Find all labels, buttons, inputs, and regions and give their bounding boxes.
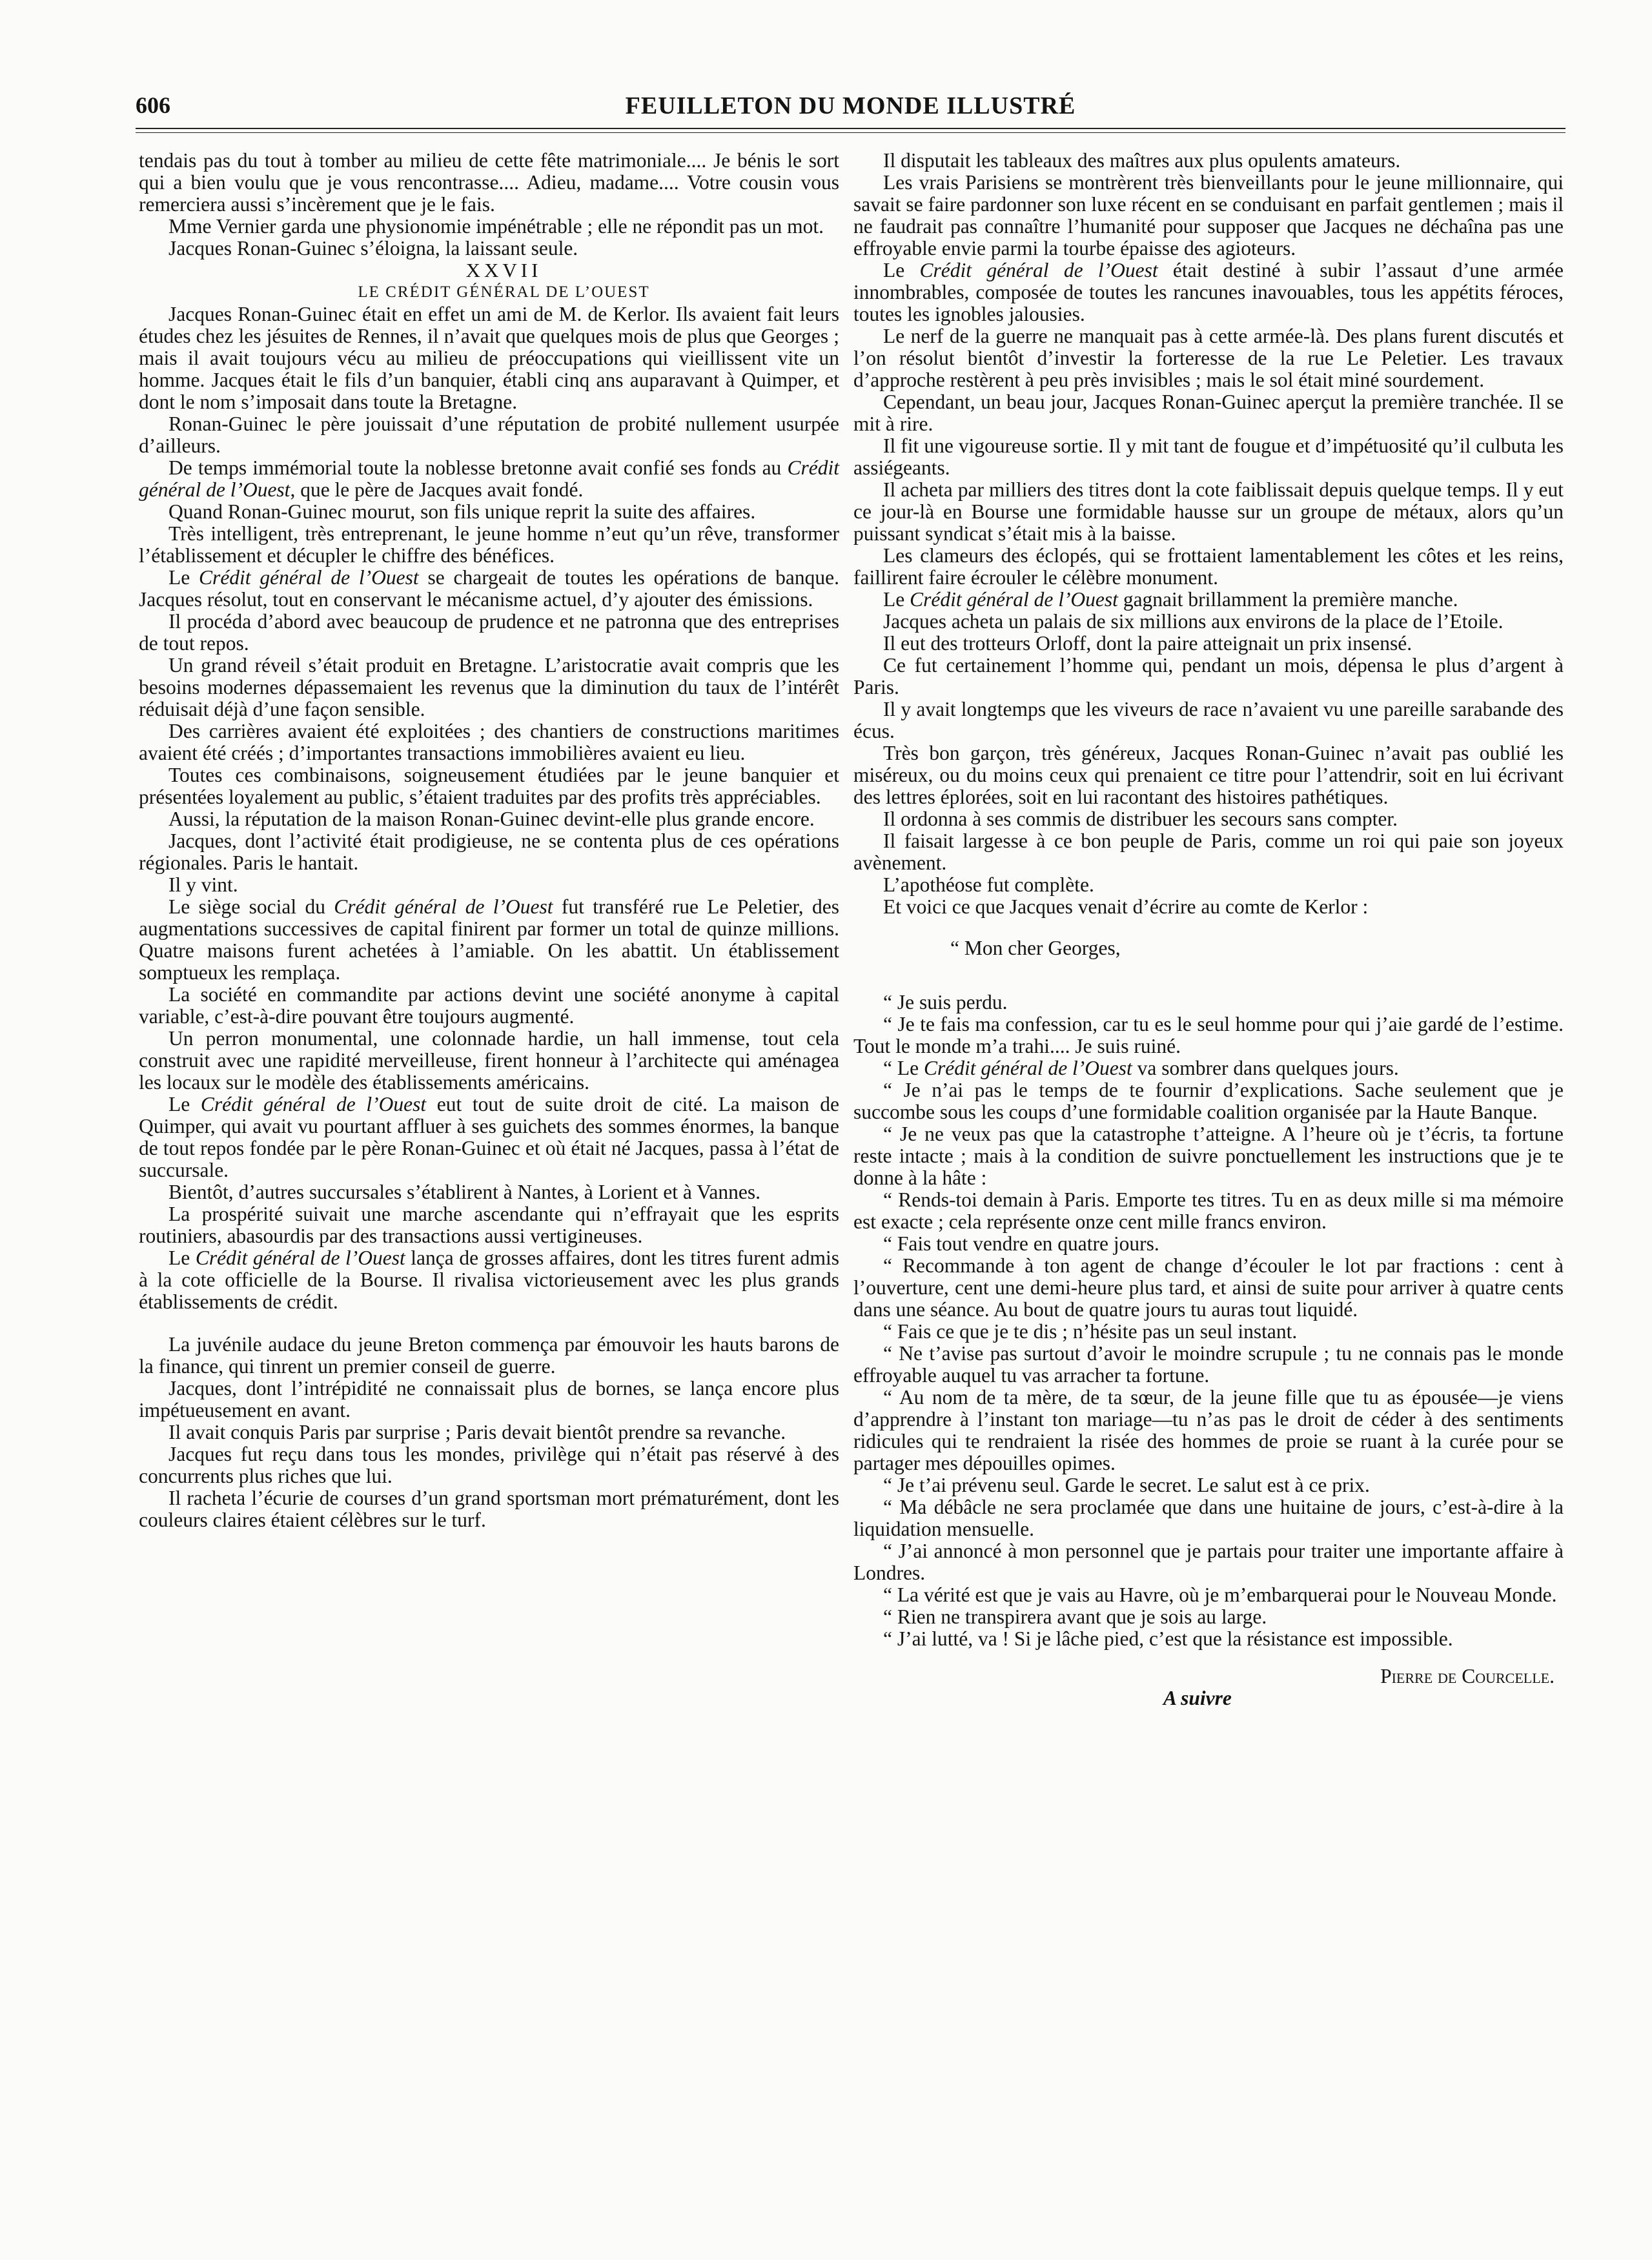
paragraph: Le Crédit général de l’Ouest eut tout de suite droit de cité. La maison de Quimper, qui avait vu pourtant affluer à ses guichets des sommes énormes, la banque de tout repos fondée par le père Ronan-Guinec et où était né Jacques, passa à l’état de succursale. (139, 1093, 839, 1181)
paragraph: Il racheta l’écurie de courses d’un grand sportsman mort prématurément, dont les couleurs claires étaient célèbres sur le turf. (139, 1487, 839, 1531)
paragraph: Jacques, dont l’activité était prodigieuse, ne se contenta plus de ces opérations régionales. Paris le hantait. (139, 830, 839, 874)
paragraph: Il fit une vigoureuse sortie. Il y mit tant de fougue et d’impétuosité qu’il culbuta les assiégeants. (853, 434, 1564, 479)
chapter-title: LE CRÉDIT GÉNÉRAL DE L’OUEST (358, 283, 650, 301)
chapter-number: XXVII (465, 259, 542, 281)
letter-paragraph: “ Je t’ai prévenu seul. Garde le secret. Le salut est à ce prix. (883, 1474, 1370, 1496)
paragraph: Il avait conquis Paris par surprise ; Paris devait bientôt prendre sa revanche. (168, 1421, 786, 1443)
paragraph: Bientôt, d’autres succursales s’établirent à Nantes, à Lorient et à Vannes. (168, 1181, 760, 1203)
paragraph: Il y vint. (168, 873, 238, 896)
paragraph: Le Crédit général de l’Ouest se chargeait de toutes les opérations de banque. Jacques résolut, tout en conservant le mécanisme actuel, d’y ajouter des émissions. (139, 566, 839, 611)
paragraph: L’apothéose fut complète. (883, 873, 1094, 896)
page-header (136, 92, 1565, 130)
paragraph: Très bon garçon, très généreux, Jacques Ronan-Guinec n’avait pas oublié les miséreux, ou du moins ceux qui prenaient ce titre pour l’attendrir, soit en lui écrivant des lettres éplorées, soit en lui racontant des histoires pathétiques. (853, 742, 1564, 808)
letter-paragraph: “ Ma débâcle ne sera proclamée que dans une huitaine de jours, c’est-à-dire à la liquidation mensuelle. (853, 1496, 1564, 1540)
paragraph: Jacques Ronan-Guinec était en effet un ami de M. de Kerlor. Ils avaient fait leurs études chez les jésuites de Rennes, il n’avait que quelques mois de plus que Georges ; mais il avait toujours vécu au milieu de préoccupations qui vieillissent vite un homme. Jacques était le fils d’un banquier, établi cinq ans auparavant à Quimper, et dont le nom s’imposait dans toute la Bretagne. (139, 303, 839, 413)
paragraph: Il eut des trotteurs Orloff, dont la paire atteignait un prix insensé. (883, 632, 1412, 655)
paragraph: Et voici ce que Jacques venait d’écrire au comte de Kerlor : (883, 895, 1369, 918)
paragraph: Ronan-Guinec le père jouissait d’une réputation de probité nullement usurpée d’ailleurs. (139, 412, 839, 457)
letter-paragraph: “ Je suis perdu. (883, 991, 1008, 1013)
paragraph: Toutes ces combinaisons, soigneusement étudiées par le jeune banquier et présentées loyalement au public, s’étaient traduites par des profits très appréciables. (139, 764, 839, 808)
letter-paragraph: “ Je n’ai pas le temps de te fournir d’explications. Sache seulement que je succombe sous les coups d’une formidable coalition organisée par la Haute Banque. (853, 1079, 1564, 1123)
paragraph: Un perron monumental, une colonnade hardie, un hall immense, tout cela construit avec une rapidité merveilleuse, firent honneur à l’architecte qui aménagea les locaux sur le modèle des établissements américains. (139, 1027, 839, 1094)
header-rule-thin (136, 132, 1565, 133)
paragraph: Le siège social du Crédit général de l’Ouest fut transféré rue Le Peletier, des augmentations successives de capital finirent par former un total de quinze millions. Quatre maisons furent achetées à l’amiable. On les abattit. Un établissement somptueux les remplaça. (139, 895, 839, 984)
paragraph: De temps immémorial toute la noblesse bretonne avait confié ses fonds au Crédit général de l’Ouest, que le père de Jacques avait fondé. (139, 456, 839, 501)
letter-paragraph: “ J’ai annoncé à mon personnel que je partais pour traiter une importante affaire à Londres. (853, 1540, 1564, 1584)
letter-paragraph: “ Je te fais ma confession, car tu es le seul homme pour qui j’aie gardé de l’estime. Tout le monde m’a trahi.... Je suis ruiné. (853, 1013, 1564, 1057)
paragraph: Le Crédit général de l’Ouest était destiné à subir l’assaut d’une armée innombrables, composée de toutes les rancunes inavouables, tous les appétits féroces, toutes les ignobles jalousies. (853, 259, 1564, 325)
paragraph: Des carrières avaient été exploitées ; des chantiers de constructions maritimes avaient été créés ; d’importantes transactions immobilières avaient eu lieu. (139, 720, 839, 764)
paragraph: Très intelligent, très entreprenant, le jeune homme n’eut qu’un rêve, transformer l’établissement et décupler le chiffre des bénéfices. (139, 522, 839, 567)
right-column (853, 150, 1564, 1709)
letter-paragraph: “ Le Crédit général de l’Ouest va sombrer dans quelques jours. (883, 1057, 1399, 1079)
paragraph: La prospérité suivait une marche ascendante qui n’effrayait que les esprits routiniers, abasourdis par des transactions aussi vertigineuses. (139, 1203, 839, 1247)
letter-paragraph: “ Rien ne transpirera avant que je sois au large. (883, 1605, 1267, 1628)
paragraph: Cependant, un beau jour, Jacques Ronan-Guinec aperçut la première tranchée. Il se mit à rire. (853, 391, 1564, 435)
letter-paragraph: “ J’ai lutté, va ! Si je lâche pied, c’est que la résistance est impossible. (883, 1627, 1453, 1650)
left-column (139, 150, 839, 1531)
header-rule (136, 128, 1565, 129)
paragraph: Il faisait largesse à ce bon peuple de Paris, comme un roi qui paie son joyeux avènement. (853, 830, 1564, 874)
paragraph: Jacques fut reçu dans tous les mondes, privilège qui n’était pas réservé à des concurrents plus riches que lui. (139, 1443, 839, 1487)
paragraph: Ce fut certainement l’homme qui, pendant un mois, dépensa le plus d’argent à Paris. (853, 654, 1564, 698)
paragraph: Il acheta par milliers des titres dont la cote faiblissait depuis quelque temps. Il y eut ce jour-là en Bourse une formidable hausse sur un groupe de métaux, alors qu’un puissant syndicat s’était mis à la baisse. (853, 478, 1564, 545)
paragraph: Aussi, la réputation de la maison Ronan-Guinec devint-elle plus grande encore. (168, 808, 815, 830)
paragraph: Le Crédit général de l’Ouest lança de grosses affaires, dont les titres furent admis à la cote officielle de la Bourse. Il rivalisa victorieusement avec les plus grands établissements de crédit. (139, 1247, 839, 1313)
paragraph: La juvénile audace du jeune Breton commença par émouvoir les hauts barons de la finance, qui tinrent un premier conseil de guerre. (139, 1333, 839, 1378)
letter-paragraph: “ La vérité est que je vais au Havre, où je m’embarquerai pour le Nouveau Monde. (883, 1583, 1557, 1606)
paragraph: Il y avait longtemps que les viveurs de race n’avaient vu une pareille sarabande des écus. (853, 698, 1564, 742)
section-gap (139, 1313, 839, 1334)
letter-paragraph: “ Ne t’avise pas surtout d’avoir le moindre scrupule ; tu ne connais pas le monde effroyable auquel tu vas arracher ta fortune. (853, 1342, 1564, 1387)
paragraph: Jacques Ronan-Guinec s’éloigna, la laissant seule. (168, 237, 578, 260)
paragraph: Il ordonna à ses commis de distribuer les secours sans compter. (883, 808, 1398, 830)
letter-paragraph: “ Je ne veux pas que la catastrophe t’atteigne. A l’heure où je t’écris, ta fortune reste intacte ; mais à la condition de suivre ponctuellement les instructions que je te donne à la hâte : (853, 1123, 1564, 1189)
paragraph: La société en commandite par actions devint une société anonyme à capital variable, c’est-à-dire pouvant être toujours augmenté. (139, 983, 839, 1028)
author-signature: Pierre de Courcelle. (1380, 1665, 1555, 1687)
paragraph: Le Crédit général de l’Ouest gagnait brillamment la première manche. (883, 588, 1458, 611)
journal-title: FEUILLETON DU MONDE ILLUSTRÉ (625, 92, 1076, 119)
to-be-continued: A suivre (1163, 1687, 1232, 1709)
paragraph: tendais pas du tout à tomber au milieu de cette fête matrimoniale.... Je bénis le sort qui a bien voulu que je vous rencontrasse.... Adieu, madame.... Votre cousin vous remerciera aussi s’incèrement que je le fais. (139, 149, 839, 216)
letter-paragraph: “ Recommande à ton agent de change d’écouler le lot par fractions : cent à l’ouverture, cent une demi-heure plus tard, et ainsi de suite pour arriver à quatre cents dans une séance. Au bout de quatre jours tu auras tout liquidé. (853, 1254, 1564, 1321)
letter-paragraph: “ Rends-toi demain à Paris. Emporte tes titres. Tu en as deux mille si ma mémoire est exacte ; cela représente onze cent mille francs environ. (853, 1188, 1564, 1233)
paragraph: Jacques acheta un palais de six millions aux environs de la place de l’Etoile. (883, 610, 1504, 633)
paragraph: Il procéda d’abord avec beaucoup de prudence et ne patronna que des entreprises de tout repos. (139, 610, 839, 655)
paragraph: Les vrais Parisiens se montrèrent très bienveillants pour le jeune millionnaire, qui savait se faire pardonner son luxe récent en se conduisant en parfait gentlemen ; mais il ne faudrait pas connaître l’humanité pour supposer que Jacques ne déchaîna pas une effroyable envie parmi la tourbe épaisse des agioteurs. (853, 171, 1564, 260)
letter-paragraph: “ Fais tout vendre en quatre jours. (883, 1232, 1159, 1255)
paragraph: Mme Vernier garda une physionomie impénétrable ; elle ne répondit pas un mot. (168, 215, 824, 238)
paragraph: Quand Ronan-Guinec mourut, son fils unique reprit la suite des affaires. (168, 500, 756, 523)
letter-paragraph: “ Fais ce que je te dis ; n’hésite pas un seul instant. (883, 1320, 1298, 1343)
paragraph: Les clameurs des éclopés, qui se frottaient lamentablement les côtes et les reins, faillirent faire écrouler le célèbre monument. (853, 544, 1564, 589)
paragraph: Un grand réveil s’était produit en Bretagne. L’aristocratie avait compris que les besoins modernes dépassemaient les revenus que la diminution du taux de l’intérêt réduisait déjà d’une façon sensible. (139, 654, 839, 720)
paragraph: Jacques, dont l’intrépidité ne connaissait plus de bornes, se lança encore plus impétueusement en avant. (139, 1377, 839, 1421)
page-number: 606 (136, 92, 170, 118)
paragraph: Le nerf de la guerre ne manquait pas à cette armée-là. Des plans furent discutés et l’on résolut bientôt d’investir la forteresse de la rue Le Peletier. Les travaux d’approche restèrent à peu près invisibles ; mais le sol était miné sourdement. (853, 325, 1564, 391)
letter-salutation: “ Mon cher Georges, (950, 937, 1121, 959)
paragraph: Il disputait les tableaux des maîtres aux plus opulents amateurs. (883, 149, 1401, 172)
letter-paragraph: “ Au nom de ta mère, de ta sœur, de la jeune fille que tu as épousée—je viens d’apprendre à l’instant ton mariage—tu n’as pas le droit de céder à des sentiments ridicules qui te rendraient la risée des hommes de proie se ruant à la curée pour se partager mes dépouilles opimes. (853, 1386, 1564, 1474)
